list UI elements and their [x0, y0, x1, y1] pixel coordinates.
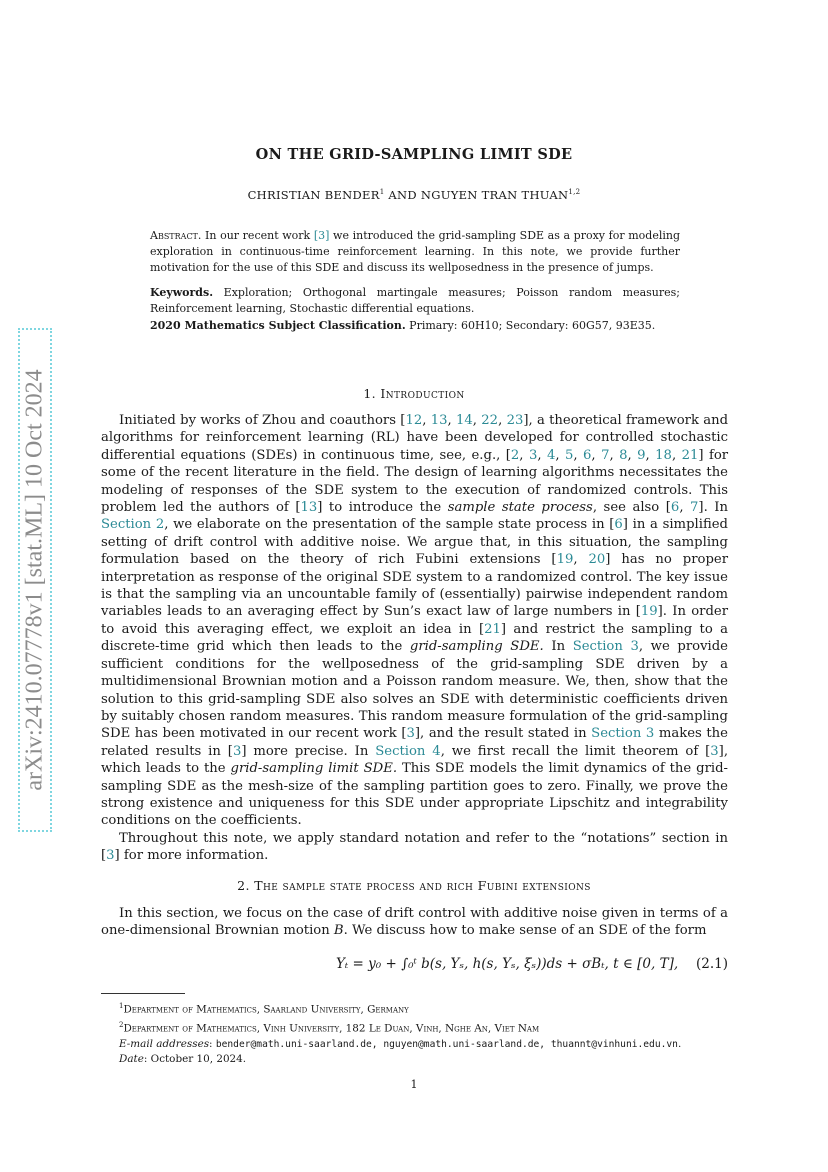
abstract-text-pre: In our recent work [201, 229, 314, 242]
cross-reference-link[interactable]: 3 [232, 743, 242, 759]
body-text: , [537, 447, 547, 463]
body-text: ] and restrict the sampling to a discrete-time grid which then leads to the [101, 621, 728, 655]
cross-reference-link[interactable]: Section 2 [101, 517, 165, 533]
body-text: ] for some of the recent literature in the field. The design of learning algorithms necessitates the modeling of responses of the SDE system to the execution of randomized controls. This problem led the authors of [ [101, 447, 729, 516]
footnote-2 [101, 1018, 728, 1037]
body-text: . We discuss how to make sense of an SDE of the form [343, 923, 707, 939]
body-text: , [671, 447, 682, 463]
cross-reference-link[interactable]: 3 [528, 447, 538, 463]
body-text: ], and the result stated in [414, 726, 592, 742]
cross-reference-link[interactable]: 3 [106, 848, 115, 864]
body-text: , [573, 552, 589, 568]
body-text: makes the related results in [ [101, 726, 728, 759]
cross-reference-link[interactable]: 4 [546, 447, 556, 463]
body-text: This SDE models the limit dynamics of the grid-sampling SDE as the mesh-size of the sampling partition goes to zero. Finally, we prove the strong existence and uniqueness for this SDE under appropriate Lipschitz and integrability conditions on the coefficients. [101, 761, 729, 829]
cross-reference-link[interactable]: 21 [681, 447, 699, 463]
body-text: , we elaborate on the presentation of the sample state process in [ [164, 517, 615, 533]
cross-reference-link[interactable]: 2 [510, 447, 520, 463]
keywords-label: Keywords. [150, 286, 214, 299]
footnote-date: Date: October 10, 2024. [119, 1053, 247, 1066]
cross-reference-link[interactable]: 13 [300, 500, 318, 516]
paper-title: ON THE GRID-SAMPLING LIMIT SDE [255, 146, 573, 163]
cross-reference-link[interactable]: 5 [565, 447, 574, 463]
body-text: Throughout this note, we apply standard notation and refer to the “notations” section in [ [101, 830, 728, 864]
author-separator: AND [384, 188, 421, 202]
cross-reference-link[interactable]: 3 [710, 743, 719, 759]
body-text: , [422, 413, 431, 428]
footnote-1-text: Department of Mathematics, Saarland University, Germany [123, 1003, 409, 1016]
footnote-1 [101, 999, 728, 1018]
body-text: , [591, 447, 602, 463]
body-text: , [555, 447, 565, 463]
date-value: October 10, 2024. [150, 1053, 247, 1066]
body-text: , [519, 447, 529, 463]
emphasized-text: B [333, 923, 344, 939]
body-text: ] to introduce the [317, 500, 448, 516]
author-2: NGUYEN TRAN THUAN [420, 188, 569, 202]
body-text: , [573, 447, 584, 463]
arxiv-identifier: arXiv:2410.07778v1 [stat.ML] 10 Oct 2024 [21, 369, 48, 791]
cross-reference-link[interactable]: 23 [506, 413, 524, 428]
body-text: , [447, 413, 456, 428]
body-text: , we provide sufficient conditions for the wellposedness of the grid-sampling SDE driven by a multidimensional Brownian motion and a Poisson random measure. We, then, show that the solution to this grid-sampling SDE also solves an SDE with deterministic coefficients driven by suitably chosen random measures. This random measure formulation of the grid-sampling SDE has been motivated in our recent work [ [101, 639, 728, 742]
body-text: In this section, we focus on the case of drift control with additive noise given in terms of a one-dimensional Brownian motion [101, 906, 728, 939]
equation-number: (2.1) [695, 956, 728, 972]
cross-reference-link[interactable]: 19 [640, 604, 658, 620]
body-text: ]. In order to avoid this averaging effect, we exploit an idea in [ [101, 604, 728, 637]
body-text: , we first recall the limit theorem of [ [440, 743, 711, 759]
author-1-affiliation-mark: 1 [379, 188, 385, 197]
equation-2-1 [100, 952, 728, 982]
body-text: ] for more information. [114, 848, 269, 864]
author-1: CHRISTIAN BENDER [247, 188, 380, 202]
email-addresses[interactable]: bender@math.uni-saarland.de, nguyen@math.uni-saarland.de, thuannt@vinhuni.edu.vn [215, 1038, 678, 1050]
footnote-1-mark: 1 [119, 1002, 124, 1010]
section-2-body [101, 905, 728, 940]
keywords [150, 285, 680, 317]
body-text: , [627, 447, 638, 463]
msc-label: 2020 Mathematics Subject Classification. [150, 319, 406, 332]
cross-reference-link[interactable]: 20 [588, 552, 606, 568]
section-1-body [101, 412, 728, 865]
cross-reference-link[interactable]: 18 [655, 447, 672, 463]
email-label: E-mail addresses [119, 1037, 210, 1050]
abstract-label: Abstract. [150, 229, 202, 242]
abstract [150, 228, 680, 276]
date-label: Date [119, 1053, 144, 1066]
footnote-2-mark: 2 [119, 1020, 124, 1029]
abstract-citation-link[interactable]: [3] [313, 229, 330, 242]
body-text: ]. In [698, 500, 728, 516]
cross-reference-link[interactable]: 19 [556, 552, 574, 568]
cross-reference-link[interactable]: 21 [484, 621, 501, 637]
body-text: ], which leads to the [101, 743, 729, 777]
author-line [0, 188, 828, 202]
section-1-paragraph-1 [101, 412, 728, 830]
body-text: , [645, 447, 656, 463]
section-1-paragraph-2 [101, 830, 728, 865]
body-text: ], a theoretical framework and algorithms for reinforcement learning (RL) have been developed for controlled stochastic differential equations (SDEs) in continuous time, see, e.g., [ [101, 413, 729, 463]
keywords-text: Exploration; Orthogonal martingale measures; Poisson random measures; Reinforcement learning, Stochastic differential equations. [150, 286, 680, 315]
body-text: , [498, 413, 507, 428]
body-text: Initiated by works of Zhou and coauthors [ [119, 413, 406, 428]
abstract-text-post: we introduced the grid-sampling SDE as a proxy for modeling exploration in continuous-time reinforcement learning. In this note, we provide further motivation for the use of this SDE and discuss its wellposedness in the presence of jumps. [150, 229, 680, 274]
cross-reference-link[interactable]: Section 3 [572, 639, 639, 655]
arxiv-sidebar-stamp [18, 328, 52, 832]
cross-reference-link[interactable]: 9 [637, 447, 646, 463]
body-text: ] more precise. In [241, 743, 376, 759]
cross-reference-link[interactable]: 6 [583, 447, 592, 463]
cross-reference-link[interactable]: 8 [619, 447, 628, 463]
cross-reference-link[interactable]: Section 4 [375, 743, 441, 759]
footnote-rule [101, 993, 185, 994]
cross-reference-link[interactable]: 7 [690, 500, 699, 516]
section-2-paragraph-1 [101, 905, 728, 940]
msc-classification [150, 318, 680, 334]
section-2-heading: 2. The sample state process and rich Fubini extensions [237, 878, 591, 893]
cross-reference-link[interactable]: 22 [481, 413, 499, 428]
msc-text: Primary: 60H10; Secondary: 60G57, 93E35. [405, 319, 656, 332]
body-text: ] in a simplified setting of drift control with additive noise. We argue that, in this situation, the sampling formulation based on the theory of rich Fubini extensions [ [101, 517, 728, 568]
body-text: ] has no proper interpretation as response of the original SDE system to a randomized control. The key issue is that the sampling via an uncountable family of (essentially) pairwise independent random variables leads to an averaging effect by Sun’s exact law of large numbers in [ [101, 552, 728, 620]
body-text: In [543, 639, 573, 655]
cross-reference-link[interactable]: 13 [430, 413, 448, 428]
cross-reference-link[interactable]: 6 [614, 517, 623, 533]
body-text: , [609, 447, 620, 463]
cross-reference-link[interactable]: 7 [601, 447, 610, 463]
cross-reference-link[interactable]: 3 [406, 726, 415, 742]
footnotes [101, 999, 728, 1068]
page-number: 1 [410, 1078, 418, 1091]
cross-reference-link[interactable]: 12 [405, 413, 423, 428]
author-2-affiliation-mark: 1,2 [568, 188, 581, 197]
emphasized-text: grid-sampling SDE. [409, 639, 544, 655]
equation-body: Yₜ = y₀ + ∫₀ᵗ b(s, Yₛ, h(s, Yₛ, ξₛ))ds + σBₜ, t ∈ [0, T], [336, 956, 679, 972]
body-text: , [472, 413, 482, 428]
emphasized-text: grid-sampling limit SDE. [230, 761, 398, 777]
cross-reference-link[interactable]: Section 3 [591, 726, 655, 742]
section-1-heading: 1. Introduction [363, 386, 465, 401]
emphasized-text: sample state process [447, 500, 593, 516]
footnote-2-text: Department of Mathematics, Vinh University, 182 Le Duan, Vinh, Nghe An, Viet Nam [123, 1022, 540, 1035]
footnote-emails: E-mail addresses: bender@math.uni-saarland.de, nguyen@math.uni-saarland.de, thuannt@vinhuni.edu.vn. [119, 1037, 682, 1050]
cross-reference-link[interactable]: 6 [670, 500, 680, 516]
cross-reference-link[interactable]: 14 [456, 413, 473, 428]
body-text: , [679, 500, 691, 516]
body-text: , see also [ [592, 500, 671, 516]
